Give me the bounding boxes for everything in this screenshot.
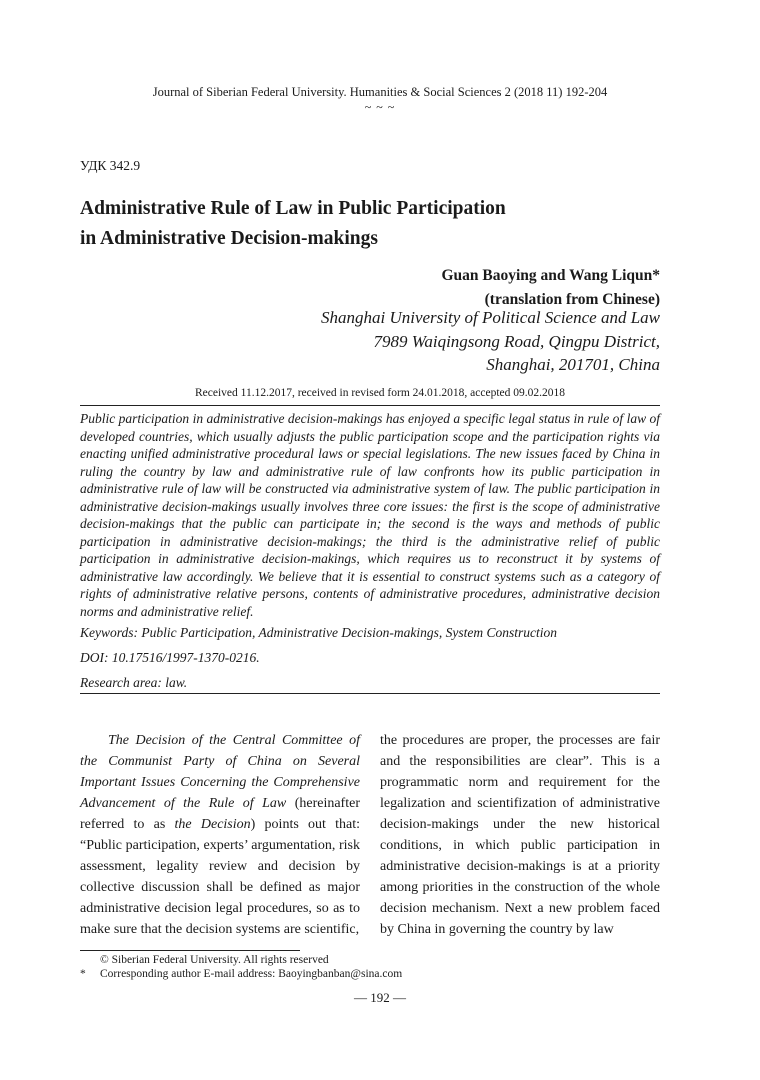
doi: DOI: 10.17516/1997-1370-0216. bbox=[80, 650, 260, 665]
author-names: Guan Baoying and Wang Liqun* bbox=[441, 267, 660, 284]
affiliation-line-2: 7989 Waiqingsong Road, Qingpu District, bbox=[373, 331, 660, 351]
received-dates: Received 11.12.2017, received in revised form 24.01.2018, accepted 09.02.2018 bbox=[194, 387, 566, 399]
copyright-footnote: © Siberian Federal University. All rights reserved bbox=[100, 954, 329, 966]
abstract-bottom-rule bbox=[80, 693, 660, 694]
footnote-mark: * bbox=[80, 968, 86, 980]
abstract: Public participation in administrative decision-makings has enjoyed a specific legal status in rule of law of developed countries, which usually adjusts the public participation scope and the participation rights via enacting unified administrative procedural laws or special legislations. The new issues faced by China in ruling the country by law and administrative rule of law confronts how its public participation in administrative rule of law will be constructed via administrative system of law. The public participation in administrative decision-makings usually involves three core issues: the first is the scope of administrative decision-makings that the public can participate in; the second is the ways and methods of public participation in administrative decision-makings; the third is the administrative relief of public participation in administrative decision-makings, which requires us to reconstruct it by systems of administrative law accordingly. We believe that it is essential to construct systems such as a category of rights of administrative relative persons, contents of administrative procedures, administrative decision norms and administrative relief. bbox=[80, 411, 660, 619]
page-number: — 192 — bbox=[354, 990, 406, 1005]
footnote-rule bbox=[80, 950, 300, 951]
body-column-right bbox=[380, 730, 660, 940]
corresponding-author-footnote: Corresponding author E-mail address: Baoyingbanban@sina.com bbox=[100, 968, 403, 980]
keywords: Keywords: Public Participation, Administrative Decision-makings, System Construction bbox=[80, 625, 557, 640]
research-area: Research area: law. bbox=[80, 675, 188, 690]
decision-title: The Decision of the Central Committee of the Communist Party of China on Several Important Issues Concerning the Comprehensive Advancement of the Rule of Law bbox=[80, 733, 360, 811]
body-column-left bbox=[80, 730, 360, 940]
body-text: ) points out that: “Public participation, experts’ argumentation, risk assessment, legality review and decision by collective discussion shall be defined as major administrative decision legal procedures, so as to make sure that the decision systems are scientific, bbox=[80, 817, 361, 937]
translation-note: (translation from Chinese) bbox=[484, 291, 660, 308]
abstract-top-rule bbox=[80, 405, 660, 406]
journal-header: Journal of Siberian Federal University. Humanities & Social Sciences 2 (2018 11) 192-204 bbox=[152, 85, 608, 99]
affiliation-line-3: Shanghai, 201701, China bbox=[486, 355, 660, 374]
affiliation-line-1: Shanghai University of Political Science and Law bbox=[320, 308, 660, 327]
body-paragraph bbox=[80, 730, 360, 940]
body-text: (hereinafter referred to as bbox=[80, 796, 360, 832]
author-block bbox=[441, 264, 660, 312]
affiliation bbox=[321, 306, 660, 377]
title-line-2: in Administrative Decision-makings bbox=[80, 228, 378, 249]
decision-short: the Decision bbox=[174, 817, 251, 832]
udk-code: УДК 342.9 bbox=[80, 158, 141, 173]
header-separator: ~ ~ ~ bbox=[364, 100, 396, 114]
article-title bbox=[80, 194, 660, 254]
body-paragraph: the procedures are proper, the processes are fair and the responsibilities are clear”. This is a programmatic norm and requirement for the legalization and scientifization of administrative decision-makings under the new historical conditions, in which public participation in administrative decision-makings is at a priority among priorities in the construction of the whole decision mechanism. Next a new problem faced by China in governing the country by law bbox=[380, 733, 660, 937]
title-line-1: Administrative Rule of Law in Public Participation bbox=[80, 198, 506, 219]
